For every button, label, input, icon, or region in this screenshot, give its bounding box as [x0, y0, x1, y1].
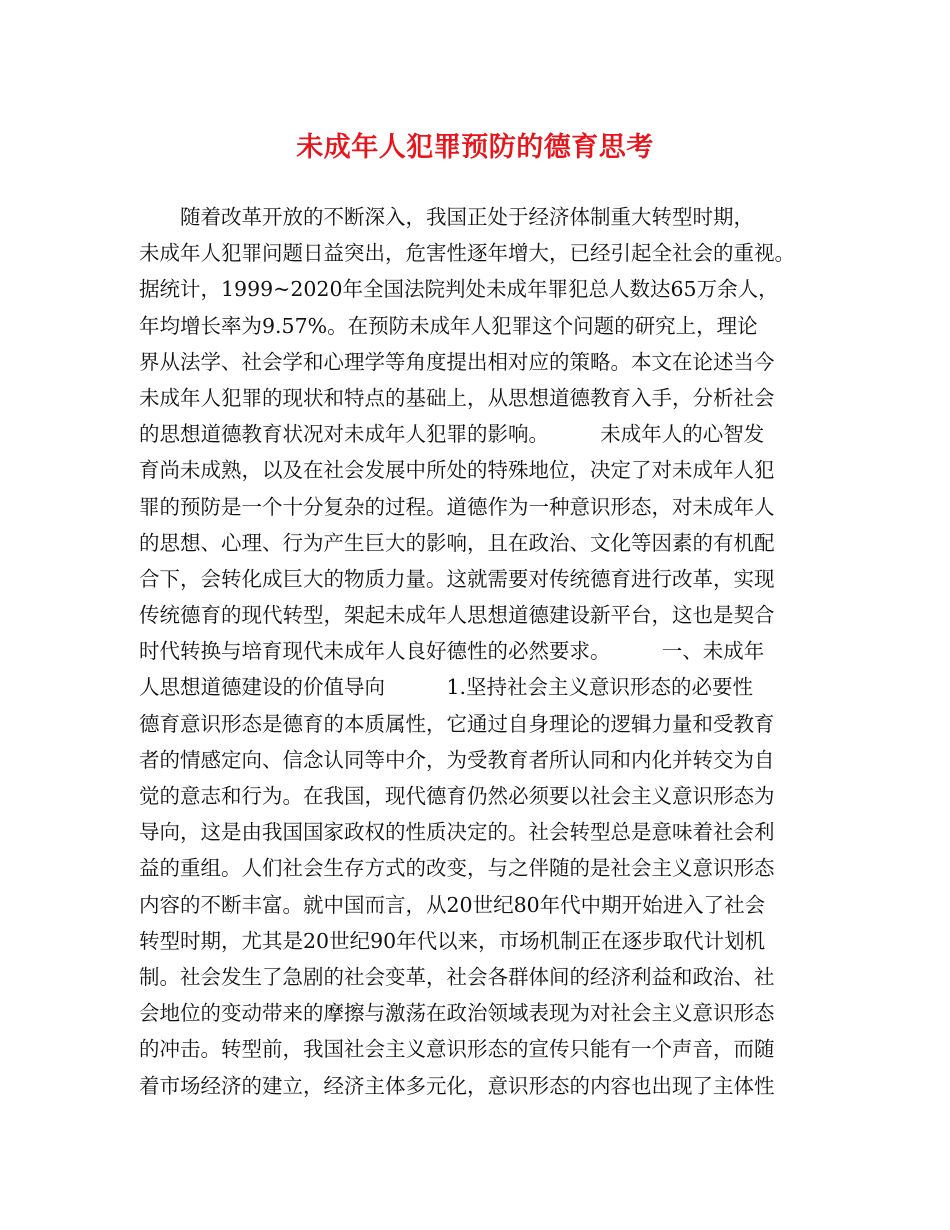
body-line: 据统计，1999~2020年全国法院判处未成年罪犯总人数达65万余人， [139, 277, 779, 302]
body-line: 觉的意志和行为。在我国，现代德育仍然必须要以社会主义意识形态为 [139, 784, 775, 808]
body-line: 的思想、心理、行为产生巨大的影响，且在政治、文化等因素的有机配 [139, 530, 775, 555]
body-line: 制。社会发生了急剧的社会变革，社会各群体间的经济利益和政治、社 [139, 964, 775, 989]
body-line: 年均增长率为9.57%。在预防未成年人犯罪这个问题的研究上，理论 [139, 313, 758, 338]
body-line: 的冲击。转型前，我国社会主义意识形态的宣传只能有一个声音，而随 [139, 1037, 775, 1062]
body-line: 界从法学、社会学和心理学等角度提出相对应的策略。本文在论述当今 [139, 349, 775, 374]
body-line: 会地位的变动带来的摩擦与激荡在政治领域表现为对社会主义意识形态 [139, 1001, 775, 1026]
body-line: 育尚未成熟，以及在社会发展中所处的特殊地位，决定了对未成年人犯 [139, 458, 775, 483]
body-line: 未成年人犯罪的现状和特点的基础上，从思想道德教育入手，分析社会 [139, 385, 775, 410]
body-line: 未成年人犯罪问题日益突出，危害性逐年增大，已经引起全社会的重视。 [139, 241, 795, 266]
body-line: 益的重组。人们社会生存方式的改变，与之伴随的是社会主义意识形态 [139, 856, 775, 881]
body-line: 转型时期，尤其是20世纪90年代以来，市场机制正在逐步取代计划机 [139, 928, 766, 953]
body-line: 内容的不断丰富。就中国而言，从20世纪80年代中期开始进入了社会 [139, 892, 766, 917]
body-line: 罪的预防是一个十分复杂的过程。道德作为一种意识形态，对未成年人 [139, 494, 775, 519]
body-line: 导向，这是由我国国家政权的性质决定的。社会转型总是意味着社会利 [139, 820, 775, 845]
body-line: 传统德育的现代转型，架起未成年人思想道德建设新平台，这也是契合 [139, 603, 775, 628]
document-body [139, 199, 829, 1104]
document-title: 未成年人犯罪预防的德育思考 [296, 132, 654, 163]
body-line: 合下，会转化成巨大的物质力量。这就需要对传统德育进行改革，实现 [139, 566, 775, 591]
body-line: 着市场经济的建立，经济主体多元化，意识形态的内容也出现了主体性 [139, 1073, 775, 1098]
body-line: 德育意识形态是德育的本质属性，它通过自身理论的逻辑力量和受教育 [139, 711, 775, 736]
body-line: 随着改革开放的不断深入，我国正处于经济体制重大转型时期， [139, 205, 754, 229]
body-line: 的思想道德教育状况对未成年人犯罪的影响。 未成年人的心智发 [139, 422, 765, 447]
body-line: 人思想道德建设的价值导向 1.坚持社会主义意识形态的必要性 [139, 675, 754, 700]
body-line: 时代转换与培育现代未成年人良好德性的必然要求。 一、未成年 [139, 639, 765, 664]
body-line: 者的情感定向、信念认同等中介，为受教育者所认同和内化并转交为自 [139, 747, 775, 772]
